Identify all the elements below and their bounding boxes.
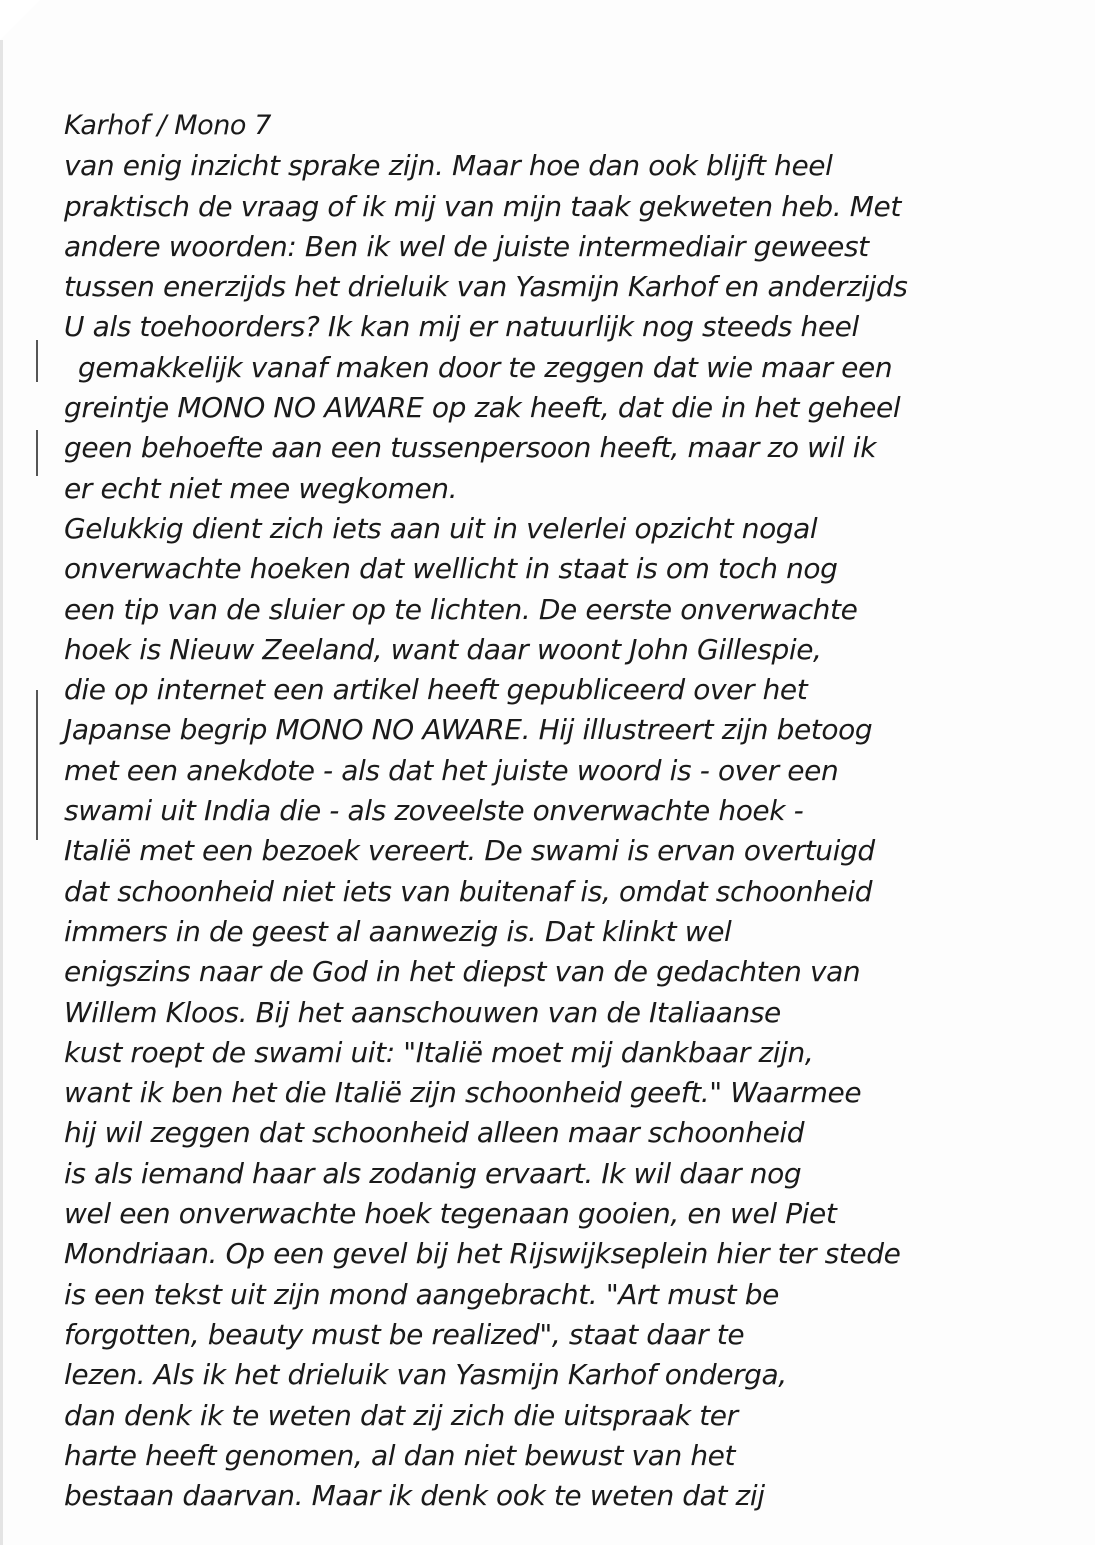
page-left-edge bbox=[0, 40, 3, 1545]
page-corner-cut bbox=[0, 0, 40, 40]
text-line: onverwachte hoeken dat wellicht in staat is om toch nog bbox=[64, 552, 838, 586]
page-header: Karhof / Mono 7 bbox=[64, 110, 271, 141]
text-line: er echt niet mee wegkomen. bbox=[64, 471, 458, 505]
text-line: Japanse begrip MONO NO AWARE. Hij illustreert zijn betoog bbox=[64, 713, 873, 747]
text-line: van enig inzicht sprake zijn. Maar hoe dan ook blijft heel bbox=[64, 149, 833, 183]
text-line: lezen. Als ik het drieluik van Yasmijn Karhof onderga, bbox=[64, 1358, 787, 1392]
text-line: hoek is Nieuw Zeeland, want daar woont John Gillespie, bbox=[64, 632, 822, 666]
text-line: Willem Kloos. Bij het aanschouwen van de Italiaanse bbox=[64, 995, 781, 1029]
text-line: die op internet een artikel heeft gepubliceerd over het bbox=[64, 673, 808, 707]
text-line: enigszins naar de God in het diepst van de gedachten van bbox=[64, 955, 861, 989]
text-line: want ik ben het die Italië zijn schoonheid geeft." Waarmee bbox=[64, 1076, 862, 1110]
text-line: met een anekdote - als dat het juiste woord is - over een bbox=[64, 753, 839, 787]
text-line: tussen enerzijds het drieluik van Yasmijn Karhof en anderzijds bbox=[64, 270, 908, 304]
text-line: greintje MONO NO AWARE op zak heeft, dat die in het geheel bbox=[64, 391, 901, 425]
text-line: geen behoefte aan een tussenpersoon heeft, maar zo wil ik bbox=[64, 431, 877, 465]
text-line: U als toehoorders? Ik kan mij er natuurlijk nog steeds heel bbox=[64, 310, 859, 344]
text-line: forgotten, beauty must be realized", staat daar te bbox=[64, 1317, 745, 1351]
margin-mark bbox=[36, 340, 38, 382]
text-line: andere woorden: Ben ik wel de juiste intermediair geweest bbox=[64, 229, 869, 263]
margin-mark bbox=[36, 430, 38, 476]
text-line: wel een onverwachte hoek tegenaan gooien, en wel Piet bbox=[64, 1197, 837, 1231]
text-line: is een tekst uit zijn mond aangebracht. "Art must be bbox=[64, 1277, 779, 1311]
handwritten-text bbox=[64, 106, 1044, 1516]
text-line: is als iemand haar als zodanig ervaart. Ik wil daar nog bbox=[64, 1156, 802, 1190]
text-line: dan denk ik te weten dat zij zich die uitspraak ter bbox=[64, 1398, 738, 1432]
text-line: gemakkelijk vanaf maken door te zeggen dat wie maar een bbox=[78, 350, 893, 384]
text-line: immers in de geest al aanwezig is. Dat klinkt wel bbox=[64, 914, 732, 948]
text-line: dat schoonheid niet iets van buitenaf is, omdat schoonheid bbox=[64, 874, 873, 908]
text-line: Gelukkig dient zich iets aan uit in velerlei opzicht nogal bbox=[64, 511, 818, 545]
text-line: kust roept de swami uit: "Italië moet mij dankbaar zijn, bbox=[64, 1035, 814, 1069]
text-line: swami uit India die - als zoveelste onverwachte hoek - bbox=[64, 794, 804, 828]
text-line: hij wil zeggen dat schoonheid alleen maar schoonheid bbox=[64, 1116, 805, 1150]
text-line: praktisch de vraag of ik mij van mijn taak gekweten heb. Met bbox=[64, 189, 901, 223]
text-line: bestaan daarvan. Maar ik denk ook te weten dat zij bbox=[64, 1479, 765, 1513]
text-line: een tip van de sluier op te lichten. De eerste onverwachte bbox=[64, 592, 858, 626]
margin-mark bbox=[36, 690, 38, 840]
text-line: Mondriaan. Op een gevel bij het Rijswijkseplein hier ter stede bbox=[64, 1237, 901, 1271]
text-line: Italië met een bezoek vereert. De swami is ervan overtuigd bbox=[64, 834, 875, 868]
text-line: harte heeft genomen, al dan niet bewust van het bbox=[64, 1438, 736, 1472]
